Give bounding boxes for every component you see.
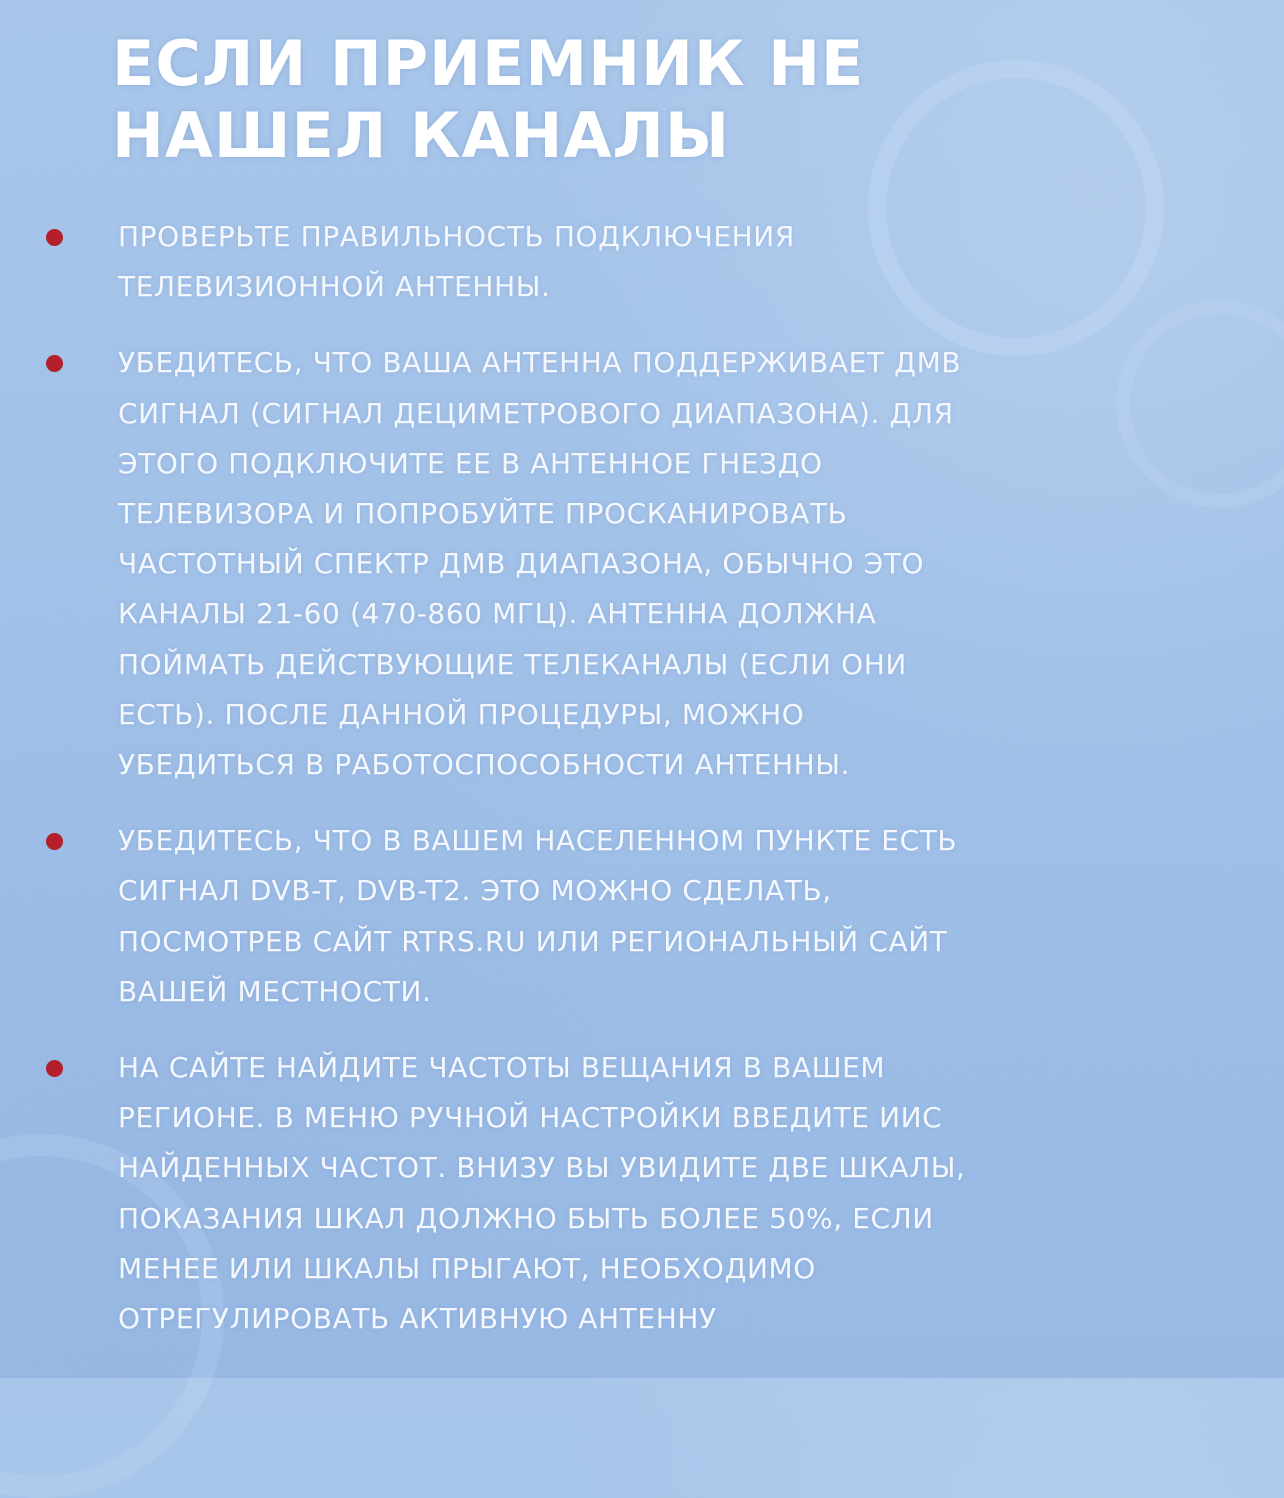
tip-line: МЕНЕЕ ИЛИ ШКАЛЫ ПРЫГАЮТ, НЕОБХОДИМО: [118, 1251, 816, 1285]
tips-list: [0, 212, 1284, 1370]
list-item: [0, 1043, 1284, 1344]
bullet-icon: [46, 833, 63, 850]
tip-line: СИГНАЛ DVB-T, DVB-T2. ЭТО МОЖНО СДЕЛАТЬ,: [118, 874, 832, 908]
tip-line: ПРОВЕРЬТЕ ПРАВИЛЬНОСТЬ ПОДКЛЮЧЕНИЯ: [118, 220, 795, 253]
tip-line: УБЕДИТЕСЬ, ЧТО ВАША АНТЕННА ПОДДЕРЖИВАЕТ ДМВ: [118, 346, 962, 380]
tip-line: НАЙДЕННЫХ ЧАСТОТ. ВНИЗУ ВЫ УВИДИТЕ ДВЕ ШКАЛЫ,: [118, 1151, 966, 1185]
page-title: [112, 28, 1112, 172]
list-item: [0, 816, 1284, 1017]
tip-line: УБЕДИТЬСЯ В РАБОТОСПОСОБНОСТИ АНТЕННЫ.: [118, 748, 851, 782]
title-line-2: НАШЕЛ КАНАЛЫ: [112, 99, 731, 172]
list-item: [0, 212, 1284, 312]
tip-line: ТЕЛЕВИЗОРА И ПОПРОБУЙТЕ ПРОСКАНИРОВАТЬ: [118, 497, 848, 531]
tip-line: ВАШЕЙ МЕСТНОСТИ.: [118, 974, 432, 1008]
tip-line: РЕГИОНЕ. В МЕНЮ РУЧНОЙ НАСТРОЙКИ ВВЕДИТЕ ИИС: [118, 1101, 943, 1135]
tip-line: НА САЙТЕ НАЙДИТЕ ЧАСТОТЫ ВЕЩАНИЯ В ВАШЕМ: [118, 1051, 886, 1085]
tip-line: ПОКАЗАНИЯ ШКАЛ ДОЛЖНО БЫТЬ БОЛЕЕ 50%, ЕСЛИ: [118, 1201, 934, 1235]
tip-line: ПОЙМАТЬ ДЕЙСТВУЮЩИЕ ТЕЛЕКАНАЛЫ (ЕСЛИ ОНИ: [118, 647, 907, 681]
bullet-icon: [46, 1060, 63, 1077]
tip-line: ЕСТЬ). ПОСЛЕ ДАННОЙ ПРОЦЕДУРЫ, МОЖНО: [118, 697, 805, 731]
tip-line: КАНАЛЫ 21-60 (470-860 МГЦ). АНТЕННА ДОЛЖНА: [118, 597, 877, 631]
tip-line: УБЕДИТЕСЬ, ЧТО В ВАШЕМ НАСЕЛЕННОМ ПУНКТЕ ЕСТЬ: [118, 824, 958, 858]
tip-line: ТЕЛЕВИЗИОННОЙ АНТЕННЫ.: [118, 270, 551, 304]
tip-line: ОТРЕГУЛИРОВАТЬ АКТИВНУЮ АНТЕННУ: [118, 1302, 717, 1336]
bullet-icon: [46, 355, 63, 372]
list-item: [0, 338, 1284, 790]
tip-line: ЭТОГО ПОДКЛЮЧИТЕ ЕЕ В АНТЕННОЕ ГНЕЗДО: [118, 446, 823, 480]
title-line-1: ЕСЛИ ПРИЕМНИК НЕ: [112, 27, 865, 100]
tip-line: СИГНАЛ (СИГНАЛ ДЕЦИМЕТРОВОГО ДИАПАЗОНА). ДЛЯ: [118, 396, 954, 430]
tip-line: ПОСМОТРЕВ САЙТ RTRS.RU ИЛИ РЕГИОНАЛЬНЫЙ САЙТ: [118, 924, 948, 958]
tip-line: ЧАСТОТНЫЙ СПЕКТР ДМВ ДИАПАЗОНА, ОБЫЧНО ЭТО: [118, 547, 925, 581]
bullet-icon: [46, 229, 63, 246]
